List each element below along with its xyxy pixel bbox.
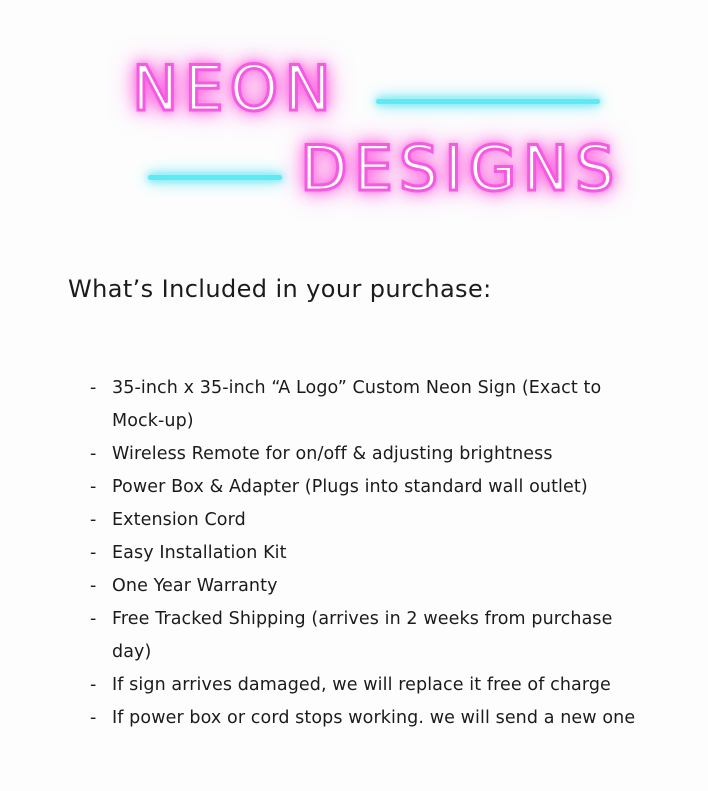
list-item (90, 372, 660, 438)
logo-word-neon: NEON (132, 52, 337, 125)
bullet-marker: - (90, 609, 97, 629)
list-item-text: If sign arrives damaged, we will replace it free of charge (112, 675, 611, 695)
list-item-text: 35-inch x 35-inch “A Logo” Custom Neon Sign (Exact to Mock-up) (112, 378, 602, 431)
bullet-marker: - (90, 510, 97, 530)
page-title: What’s Included in your purchase: (68, 275, 492, 303)
bullet-marker: - (90, 444, 97, 464)
list-item (90, 537, 660, 570)
list-item (90, 570, 660, 603)
list-item-text: Power Box & Adapter (Plugs into standard wall outlet) (112, 477, 588, 497)
list-item-text: Easy Installation Kit (112, 543, 287, 563)
list-item (90, 504, 660, 537)
list-item (90, 702, 660, 735)
list-item-text: Wireless Remote for on/off & adjusting brightness (112, 444, 553, 464)
list-item (90, 603, 660, 669)
cyan-bar-top-icon (376, 99, 600, 104)
neon-designs-logo (0, 44, 708, 224)
bullet-marker: - (90, 708, 97, 728)
list-item-text: If power box or cord stops working. we will send a new one (112, 708, 636, 728)
list-item (90, 669, 660, 702)
bullet-marker: - (90, 675, 97, 695)
list-item-text: One Year Warranty (112, 576, 278, 596)
bullet-marker: - (90, 477, 97, 497)
bullet-marker: - (90, 576, 97, 596)
logo-word-designs: DESIGNS (300, 132, 621, 205)
list-item-text: Free Tracked Shipping (arrives in 2 weeks from purchase day) (112, 609, 613, 662)
list-item-text: Extension Cord (112, 510, 246, 530)
bullet-marker: - (90, 543, 97, 563)
list-item (90, 438, 660, 471)
cyan-bar-bottom-icon (148, 175, 282, 180)
list-item (90, 471, 660, 504)
bullet-marker: - (90, 378, 97, 398)
included-items-list (90, 372, 660, 735)
